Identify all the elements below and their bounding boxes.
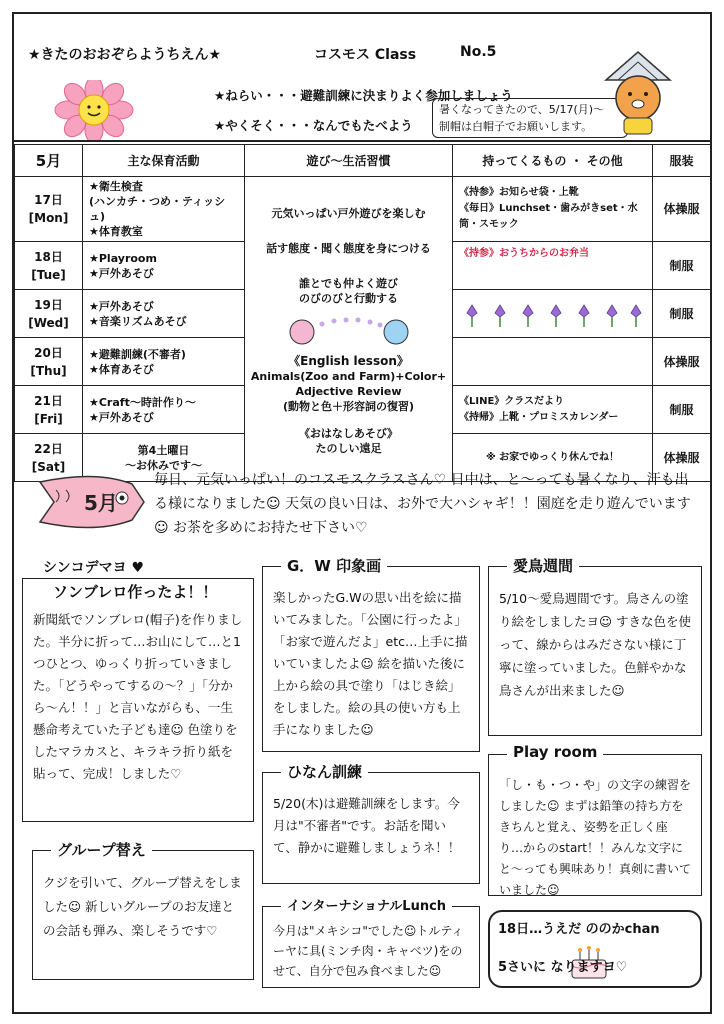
- kabuto-bear-icon: [598, 46, 678, 136]
- table-row-activities: ★Playroom ★戸外あそび: [83, 242, 245, 290]
- table-row-date: 19日 [Wed]: [15, 290, 83, 338]
- bring-row-2: 《持参》おうちからのお弁当: [453, 242, 653, 290]
- bird-week-body: 5/10～愛鳥週間です。鳥さんの塗り絵をしましたヨ☺ すきな色を使って、線からはみださない様に丁寧に塗っていました。色鮮やかな鳥さんが出来ました☺: [499, 591, 692, 698]
- clothes-cell: 体操服: [653, 177, 711, 242]
- animal-friends-icon: [274, 310, 424, 350]
- clothes-cell: 制服: [653, 386, 711, 434]
- international-lunch-title: インターナショナルLunch: [281, 895, 452, 914]
- bring-row-5: 《LINE》クラスだより 《持帰》上靴・プロミスカレンダー: [453, 386, 653, 434]
- table-row-date: 18日 [Tue]: [15, 242, 83, 290]
- bird-week-title: 愛鳥週間: [507, 555, 579, 576]
- bird-week-section: [488, 557, 702, 736]
- clothes-cell: 制服: [653, 242, 711, 290]
- class-name: コスモス Class: [314, 47, 417, 63]
- table-row-activities: ★Craft～時計作り～ ★戸外あそび: [83, 386, 245, 434]
- table-row-activities: ★衛生検査 (ハンカチ・つめ・ティッシュ) ★体育教室: [83, 177, 245, 242]
- greeting-section: [14, 454, 710, 544]
- newsletter-sheet: [12, 12, 712, 1014]
- international-lunch-body: 今月は"メキシコ"でした☺トルティーヤに具(ミンチ肉・キャベツ)をのせて、自分で包み食べました☺: [273, 924, 464, 978]
- gw-title: G．W 印象画: [281, 555, 387, 576]
- sombrero-section: [22, 560, 254, 822]
- bring-row-6: ※ お家でゆっくり休んでね！: [453, 434, 653, 482]
- group-change-section: [32, 841, 254, 980]
- issue-number: No.5: [460, 44, 497, 60]
- play-habits-column: 元気いっぱい戸外遊びを楽しむ 話す態度・聞く態度を身につける 誰とでも仲よく遊び のびのびと行動する 《English lesson》 Animals(Zoo and Farm)+Color+ Adjective Review (動物と色＋形容詞の復習) 《おはなしあそび》 たのしい遠足: [245, 177, 453, 482]
- carp-streamer-icon: [36, 470, 146, 534]
- evacuation-drill-section: [262, 763, 480, 884]
- evacuation-drill-title: ひなん訓練: [281, 761, 368, 782]
- sombrero-body: 新聞紙でソンブレロ(帽子)を作りました。半分に折って…お山にして…と1つひとつ、ゆっくり折っていきました。「どうやってするの～？」「分から～ん！！」と言いながらも、一生懸命考えていた子ども達☺ 色塗りをしたマラカスと、キラキラ折り紙を貼って、完成！しました♡: [33, 612, 243, 781]
- table-row-date: 22日 [Sat]: [15, 434, 83, 482]
- group-change-body: クジを引いて、グループ替えをしました☺ 新しいグループのお友達との会話も弾み、楽しそうです♡: [43, 875, 242, 938]
- main-activity-header: 主な保育活動: [83, 145, 245, 177]
- bring-row-3: [453, 290, 653, 338]
- bring-row-4: [453, 338, 653, 386]
- clothes-cell: 体操服: [653, 338, 711, 386]
- month-header: 5月: [15, 145, 83, 177]
- hat-notice-line1: 暑くなってきたので、5/17(月)～: [439, 103, 605, 116]
- school-name: ★きたのおおぞらようちえん★: [28, 47, 222, 63]
- international-lunch-section: [262, 899, 480, 988]
- flower-icon: [54, 80, 134, 140]
- birthday-line-2: 5さいに なりますヨ♡: [498, 960, 628, 975]
- bring-row-1: 《持参》お知らせ袋・上靴 《毎日》Lunchset・歯みがきset・水筒・スモック: [453, 177, 653, 242]
- newsletter-header: [14, 14, 710, 142]
- table-row-date: 17日 [Mon]: [15, 177, 83, 242]
- monthly-aim: ★ねらい・・・避難訓練に決まりよく参加しましょう: [214, 88, 513, 103]
- gw-body: 楽しかったG.Wの思い出を絵に描いてみました。「公園に行ったよ」「お家で遊んだよ」etc…上手に描いていましたよ☺ 絵を描いた後に上から絵の具で塗り「はじき絵」をしました。絵の具の使い方も上手になりました☺: [273, 590, 468, 737]
- sombrero-title-1: シンコデマヨ ♥: [37, 557, 150, 577]
- playroom-body: 「し・も・つ・や」の文字の練習をしました☺ まずは鉛筆の持ち方をきちんと覚え、姿勢を正しく座り…からのstart！！みんな文字にと～っても興味あり！真剣に書いていました☺: [499, 778, 692, 897]
- monthly-promise: ★やくそく・・・なんでもたべよう: [214, 118, 413, 133]
- clothes-cell: 制服: [653, 290, 711, 338]
- table-row-activities: ★避難訓練(不審者) ★体育あそび: [83, 338, 245, 386]
- clothes-header: 服装: [653, 145, 711, 177]
- table-row-date: 20日 [Thu]: [15, 338, 83, 386]
- iris-flowers-icon: [458, 299, 648, 329]
- play-header: 遊び～生活習慣: [245, 145, 453, 177]
- playroom-title: Play room: [507, 743, 603, 761]
- table-row-date: 21日 [Fri]: [15, 386, 83, 434]
- hat-notice-line2: 制帽は白帽子でお願いします。: [439, 120, 593, 133]
- table-row-activities: 第4土曜日 ～お休みです～: [83, 434, 245, 482]
- sombrero-title-2: ソンブレロ作ったよ！！: [47, 581, 223, 602]
- playroom-section: [488, 743, 702, 897]
- clothes-cell: 体操服: [653, 434, 711, 482]
- birthday-section: [488, 910, 702, 988]
- weekly-schedule-table: [14, 144, 711, 482]
- birthday-line-1: 18日…うえだ ののかchan: [498, 922, 660, 937]
- carp-month-label: 5月: [84, 491, 118, 515]
- greeting-text: 毎日、元気いっぱい！のコスモスクラスさん♡ 日中は、と～っても暑くなり、汗も出る様になりました☺ 天気の良い日は、お外で大ハシャギ！！園庭を走り遊んでいます☺ お茶を多めにお持たせ下さい♡: [154, 472, 691, 536]
- evacuation-drill-body: 5/20(木)は避難訓練をします。今月は"不審者"です。お話を聞いて、静かに避難しましょうネ！！: [273, 796, 461, 855]
- gw-section: [262, 557, 480, 752]
- table-row-activities: ★戸外あそび ★音楽リズムあそび: [83, 290, 245, 338]
- group-change-title: グループ替え: [51, 839, 152, 860]
- bring-header: 持ってくるもの ・ その他: [453, 145, 653, 177]
